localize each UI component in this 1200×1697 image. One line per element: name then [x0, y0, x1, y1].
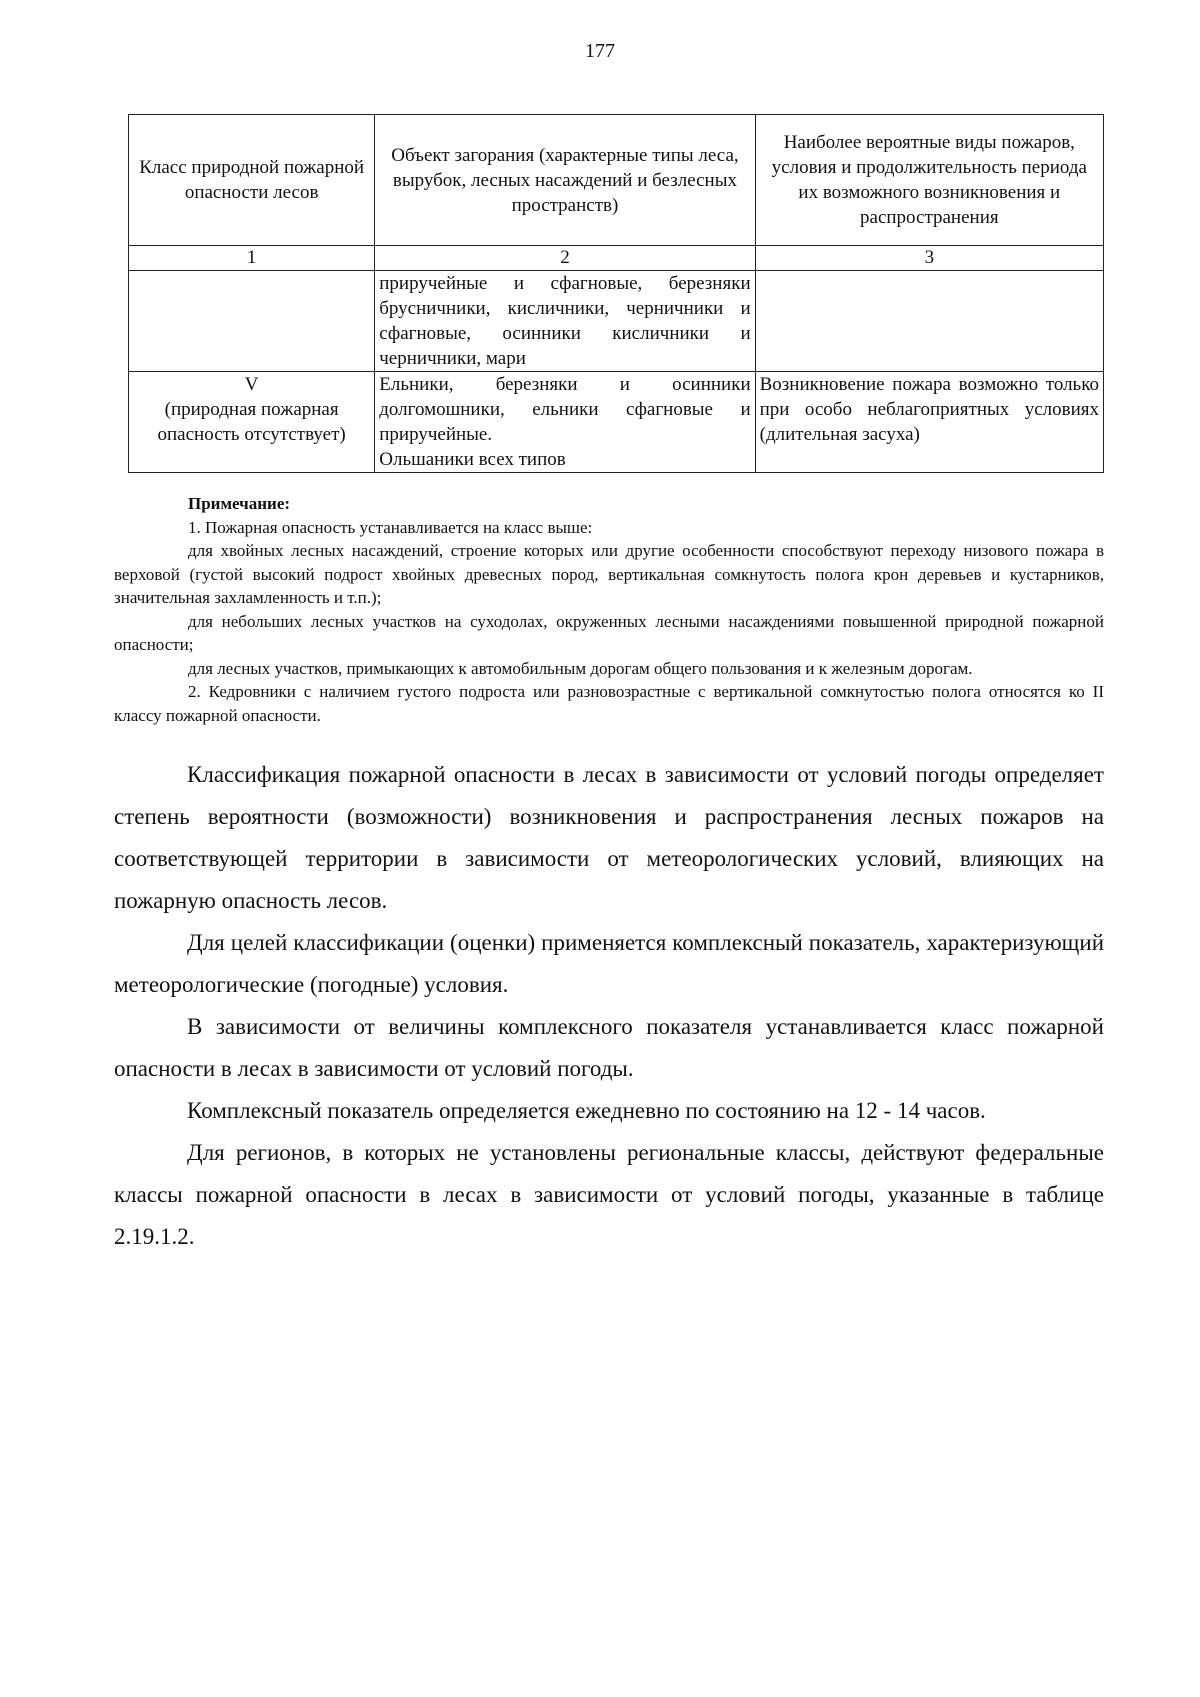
row-class-cell: [129, 372, 375, 473]
paragraph: Для целей классификации (оценки) применяется комплексный показатель, характеризующий метеорологические (погодные) условия.: [114, 930, 1104, 997]
row-object-text: Ельники, березняки и осинники долгомошники, ельники сфагновые и приручейные.: [379, 374, 751, 445]
row-class-note: (природная пожарная опасность отсутствует): [157, 399, 346, 445]
header-class: Класс природной пожарной опасности лесов: [129, 115, 375, 246]
column-number-1: 1: [129, 246, 375, 271]
fire-danger-table: [128, 114, 1104, 473]
header-fire-types: Наиболее вероятные виды пожаров, условия и продолжительность периода их возможного возникновения и распространения: [755, 115, 1103, 246]
column-number-3: 3: [755, 246, 1103, 271]
note-item: для хвойных лесных насаждений, строение которых или другие особенности способствуют переходу низового пожара в верховой (густой высокий подрост хвойных древесных пород, вертикальная сомкнутость полога крон деревьев и кустарников, значительная захламленность и т.п.);: [114, 541, 1104, 607]
paragraph: В зависимости от величины комплексного показателя устанавливается класс пожарной опасности в лесах в зависимости от условий погоды.: [114, 1014, 1104, 1081]
table-row: [129, 372, 1104, 473]
paragraph: Для регионов, в которых не установлены региональные классы, действуют федеральные классы пожарной опасности в лесах в зависимости от условий погоды, указанные в таблице 2.19.1.2.: [114, 1140, 1104, 1249]
row-objects-cell: [375, 271, 755, 372]
row-class: V: [244, 374, 259, 395]
body-text: [114, 754, 1104, 1258]
note-item: для небольших лесных участков на суходолах, окруженных лесными насаждениями повышенной природной пожарной опасности;: [114, 611, 1104, 654]
row-object-text: Ольшаники всех типов: [379, 449, 566, 470]
row-objects-cell: [375, 372, 755, 473]
note-block: [114, 492, 1104, 727]
note-item: 2. Кедровники с наличием густого подроста или разновозрастные с вертикальной сомкнутостью полога относятся ко II классу пожарной опасности.: [114, 682, 1104, 725]
note-item: для лесных участков, примыкающих к автомобильным дорогам общего пользования и к железным дорогам.: [188, 658, 973, 678]
row-fire-types: [755, 271, 1103, 372]
note-title: Примечание:: [188, 494, 291, 513]
page-number: 177: [585, 40, 615, 62]
row-object-text: приручейные и сфагновые, березняки брусничники, кисличники, черничники и сфагновые, осинники кисличники и черничники, мари: [379, 273, 751, 369]
paragraph: Классификация пожарной опасности в лесах в зависимости от условий погоды определяет степень вероятности (возможности) возникновения и распространения лесных пожаров на соответствующей территории в зависимости от метеорологических условий, влияющих на пожарную опасность лесов.: [114, 762, 1104, 913]
note-item: 1. Пожарная опасность устанавливается на класс выше:: [188, 517, 593, 537]
column-number-row: [129, 246, 1104, 271]
column-number-2: 2: [375, 246, 755, 271]
row-class-cell: [129, 271, 375, 372]
table-header-row: [129, 115, 1104, 246]
row-fire-types: Возникновение пожара возможно только при особо неблагоприятных условиях (длительная засуха): [755, 372, 1103, 473]
header-object: Объект загорания (характерные типы леса, вырубок, лесных насаждений и безлесных пространств): [375, 115, 755, 246]
paragraph: Комплексный показатель определяется ежедневно по состоянию на 12 - 14 часов.: [187, 1098, 986, 1123]
table-row: [129, 271, 1104, 372]
